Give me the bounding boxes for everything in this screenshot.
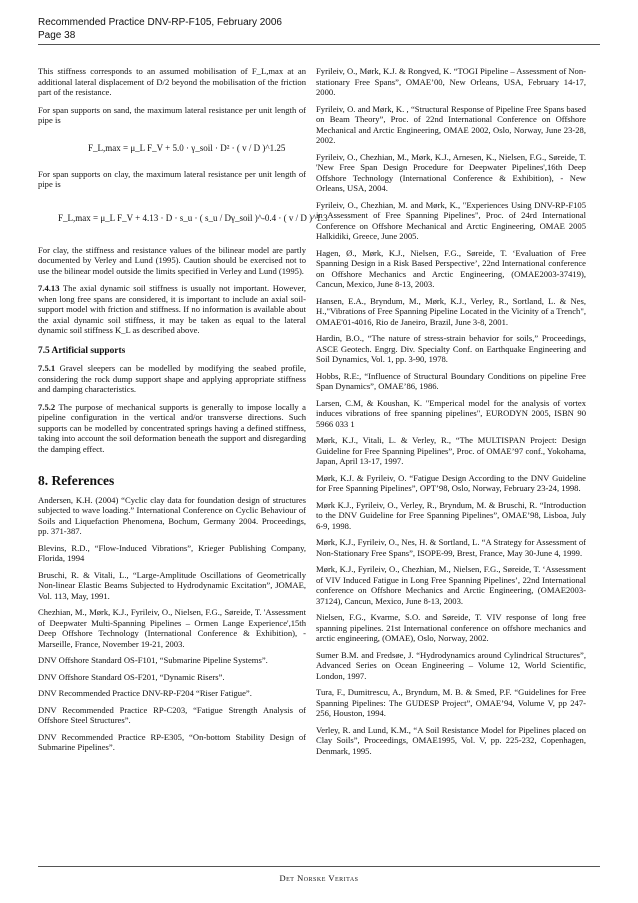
paragraph-7-4-13: 7.4.13 The axial dynamic soil stiffness is usually not important. However, when long free spans are considered, it is important to include an axial soil-support model with friction and stiffness. If no information is available about the axial dynamic soil stiffness, it may be taken as equal to the lateral dynamic soil stiffness K_L as described above. [38,283,306,335]
paragraph-clay: For span supports on clay, the maximum lateral resistance per unit length of pipe is [38,168,306,189]
reference-item: Nielsen, F.G., Kvarme, S.O. and Søreide, T. VIV response of long free spanning pipelines. 21st International conference on offshore mechanics and arctic engineering, (OMAE), Oslo, Norway, 2002. [316,612,586,643]
reference-item: Fyrileiv, O., Chezhian, M. and Mørk, K., "Experiences Using DNV-RP-F105 in Assessment of Free Spanning Pipelines", Proc. of 24rd International Conference on Offshore Mechanical and Arctic Engineering, OMAE 2005 Halkidiki, Greece, June 2005. [316,199,586,241]
reference-item: DNV Offshore Standard OS-F101, “Submarine Pipeline Systems”. [38,655,268,665]
reference-item: Andersen, K.H. (2004) “Cyclic clay data for foundation design of structures subjected to wave loading.” International Conference on Cyclic Behaviour of Soils and Liquefaction Phenomena, Bochum, Germany 2004. Proceedings, pp. 371-387. [38,494,306,536]
reference-item: Mørk, K.J., Fyrileiv, O., Nes, H. & Sortland, L. “A Strategy for Assessment of Non-Stationary Free Spans”, ISOPE-99, Brest, France, May 30-June 4, 1999. [316,537,586,558]
reference-item: Hobbs, R.E:, “Influence of Structural Boundary Conditions on pipeline Free Span Dynamics”, OMAE’86, 1986. [316,370,586,391]
reference-item: DNV Recommended Practice DNV-RP-F204 “Riser Fatigue”. [38,688,252,698]
page-header [38,16,600,42]
equation-clay-text: F_L,max = μ_L F_V + 4.13 · D · s_u · ( s_u / Dγ_soil )^-0.4 · ( v / D )^1.3 [58,212,328,223]
reference-item: Tura, F., Dumitrescu, A., Bryndum, M. B. & Smed, P.F. “Guidelines for Free Spanning Pipelines: The GUDESP Project”, OMAE’94, Volume V, pp 247-256, Houston, 1994. [316,687,586,718]
section-number: 7.5.2 [38,401,56,412]
reference-item: Hagen, Ø., Mørk, K.J., Nielsen, F.G., Søreide, T. ‘Evaluation of Free Spanning Design in a Risk Based Perspective’, 22nd International conference on Offshore Mechanics and Arctic Engineering, (OMAE2003-37419), Cancun, Mexico, June 8-13, 2003. [316,247,586,289]
reference-item: DNV Offshore Standard OS-F201, “Dynamic Risers”. [38,671,225,682]
reference-item: Fyrileiv, O., Chezhian, M., Mørk, K.J., Arnesen, K., Nielsen, F.G., Søreide, T. 'New Free Span Design Procedure for Deepwater Pipelines',16th Deep Offshore Technology (International Conference & Exhibition), - New Orleans, USA, 2004. [316,151,586,193]
equation-sand-text: F_L,max = μ_L F_V + 5.0 · γ_soil · D² · ( v / D )^1.25 [88,142,286,153]
section-number: 7.4.13 [38,283,60,293]
equation-clay [38,197,328,239]
reference-item: DNV Recommended Practice RP-E305, “On-bottom Stability Design of Submarine Pipelines”. [38,731,306,752]
footer-divider [38,866,600,867]
reference-list-left [38,495,306,753]
reference-item: Bruschi, R. & Vitali, L., “Large-Amplitude Oscillations of Geometrically Non-linear Elastic Beams Subjected to Hydrodynamic Excitation”, JOMAE, Vol. 113, May, 1991. [38,569,306,601]
paragraph-7-5-2: 7.5.2 The purpose of mechanical supports is generally to impose locally a pipeline configuration in the vertical and/or transverse directions. Such supports can be modelled by concentrated springs having a defined stiffness, taking into account the soil deformation beneath the support and disregarding the damping effect. [38,401,306,454]
header-divider [38,44,600,45]
reference-item: Mørk, K.J., Vitali, L. & Verley, R., “The MULTISPAN Project: Design Guideline for Free Spanning Pipelines”, Proc. of OMAE’97 conf., Yokohama, Japan, April 13-17, 1997. [316,435,586,466]
heading-references: 8. References [38,473,115,488]
reference-item: Mørk, K.J. & Fyrileiv, O. “Fatigue Design According to the DNV Guideline for Free Spanning Pipelines”, OPT’98, Oslo, Norway, February 23-24, 1998. [316,472,586,493]
equation-sand [38,133,306,163]
reference-item: Mørk, K.J., Fyrileiv, O., Chezhian, M., Nielsen, F.G., Søreide, T. ‘Assessment of VIV Induced Fatigue in Long Free Spanning Pipelines’, 22nd International conference on Offshore Mechanics and Arctic Engineering, (OMAE2003-37124), Cancun, Mexico, June 8-13, 2003. [316,564,586,606]
reference-item: Chezhian, M., Mørk, K.J., Fyrileiv, O., Nielsen, F.G., Søreide, T. 'Assessment of Deepwater Multi-Spanning Pipelines – Ormen Lange Experience',15th Deep Offshore Technology (International Conference & Exhibition), - Marseille, France, November 19-21, 2003. [38,607,306,649]
reference-item: DNV Recommended Practice RP-C203, “Fatigue Strength Analysis of Offshore Steel Structures”. [38,704,306,725]
paragraph-stiffness: This stiffness corresponds to an assumed mobilisation of F_L,max at an additional lateral displacement of D/2 beyond the mobilisation of the friction part of the resistance. [38,66,306,97]
heading-artificial-supports: 7.5 Artificial supports [38,345,126,356]
header-page-number: Page 38 [38,30,76,41]
paragraph-sand: For span supports on sand, the maximum lateral resistance per unit length of pipe is [38,104,306,125]
left-column [38,66,328,759]
reference-item: Blevins, R.D., “Flow-Induced Vibrations”, Krieger Publishing Company, Florida, 1994 [38,542,306,563]
reference-item: Larsen, C.M, & Koushan, K. "Emperical model for the analysis of vortex induces vibrations of free spanning pipelines", EURODYN 2005, ISBN 90 5966 033 1 [316,397,586,429]
header-title: Recommended Practice DNV-RP-F105, February 2006 [38,17,282,28]
reference-list-right [316,66,586,756]
reference-item: Fyrileiv, O., Mørk, K.J. & Rongved, K. “TOGI Pipeline – Assessment of Non-stationary Free Spans”, OMAE’00, New Orleans, USA, February 14-17, 2000. [316,66,586,97]
paragraph-clay-caution: For clay, the stiffness and resistance values of the bilinear model are partly documented by Verley and Lund (1995). Caution should be exercised not to use the bilinear model outside the limits specified in Verley and Lund (1995). [38,244,306,276]
section-number: 7.5.1 [38,363,56,373]
paragraph-7-5-1: 7.5.1 Gravel sleepers can be modelled by modifying the seabed profile, considering the rock dump support shape and applying appropriate stiffness and damping characteristics. [38,363,307,394]
right-column [316,66,586,762]
reference-item: Hardin, B.O., “The nature of stress-strain behavior for soils,” Proceedings, ASCE Geotech. Engrg. Div. Specialty Conf. on Earthquake Engineering and Soil Dynamics, Vol. 1, pp. 3-90, 1978. [316,333,586,364]
reference-item: Hansen, E.A., Bryndum, M., Mørk, K.J., Verley, R., Sortland, L. & Nes, H.,"Vibrations of Free Spanning Pipeline Located in the Vicinity of a Trench", OMAE'01-4016, Rio de Janeiro, Brazil, June 3-8, 2001. [316,295,586,327]
reference-item: Sumer B.M. and Fredsøe, J. “Hydrodynamics around Cylindrical Structures”, Advanced Series on Ocean Engineering – Volume 12, World Scientific, London, 1997. [316,649,586,681]
reference-item: Mørk K.J., Fyrileiv, O., Verley, R., Bryndum, M. & Bruschi, R. “Introduction to the DNV Guideline for Free Spanning Pipelines”, OMAE’98, Lisboa, July 6-9, 1998. [316,499,586,531]
reference-item: Verley, R. and Lund, K.M., “A Soil Resistance Model for Pipelines placed on Clay Soils”, Proceedings, OMAE1995, Vol. V, pp. 225-232, Copenhagen, Denmark, 1995. [316,724,586,756]
footer-publisher: Det Norske Veritas [279,873,359,883]
reference-item: Fyrileiv, O. and Mørk, K. , “Structural Response of Pipeline Free Spans based on Beam Theory”, Proc. of 22nd International Conference on Offshore Mechanical and Arctic Engineering, OMAE 2002, Oslo, Norway, June 23-28, 2002. [316,103,586,145]
